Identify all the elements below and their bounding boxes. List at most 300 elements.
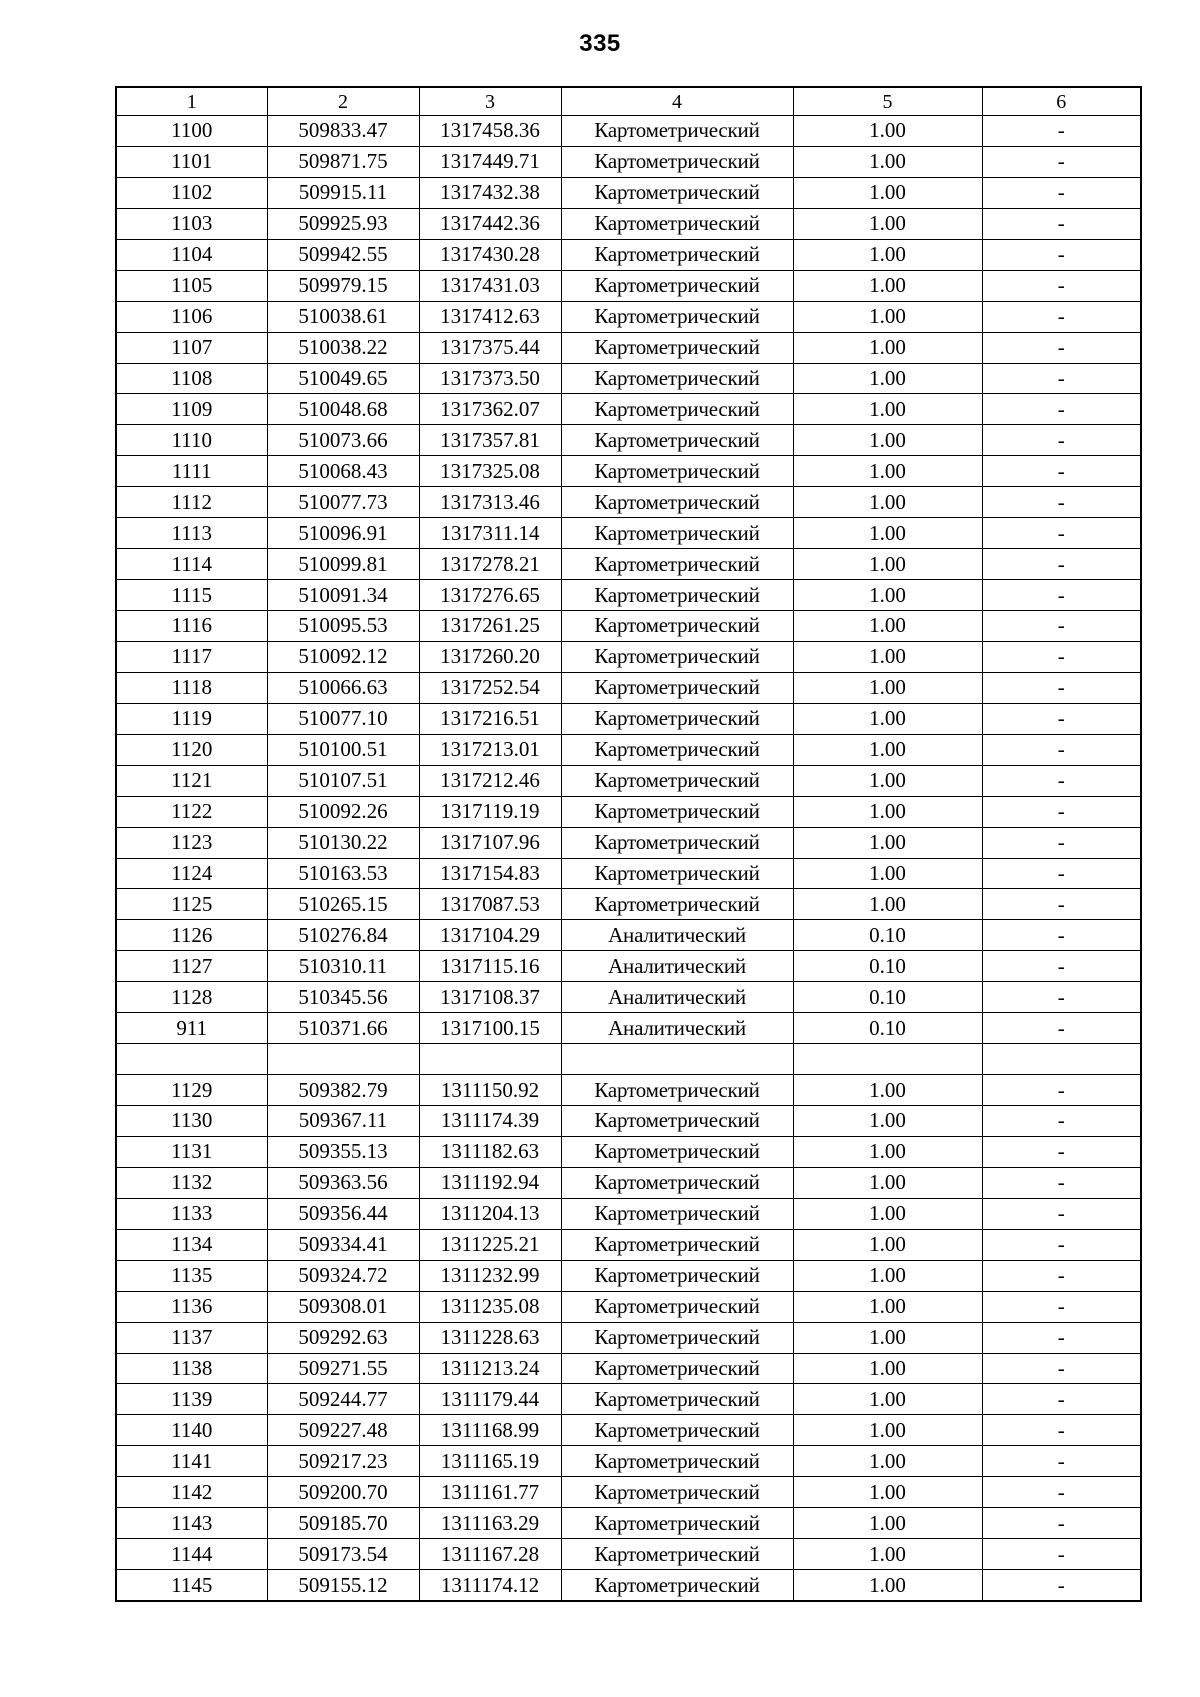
x-coordinate-cell: 510095.53 [267, 611, 419, 642]
point-number-cell: 1122 [116, 796, 267, 827]
point-number-cell: 1104 [116, 239, 267, 270]
note-cell: - [982, 1539, 1141, 1570]
accuracy-cell: 1.00 [793, 765, 982, 796]
point-number-cell: 911 [116, 1013, 267, 1044]
accuracy-cell: 1.00 [793, 549, 982, 580]
note-cell: - [982, 1167, 1141, 1198]
note-cell: - [982, 1106, 1141, 1137]
x-coordinate-cell: 509173.54 [267, 1539, 419, 1570]
note-cell: - [982, 1013, 1141, 1044]
x-coordinate-cell: 510345.56 [267, 982, 419, 1013]
column-header: 6 [982, 87, 1141, 116]
point-number-cell: 1113 [116, 518, 267, 549]
accuracy-cell: 1.00 [793, 796, 982, 827]
page-number: 335 [579, 30, 621, 57]
table-row [116, 1570, 1141, 1601]
note-cell: - [982, 1446, 1141, 1477]
method-cell: Аналитический [561, 920, 793, 951]
note-cell: - [982, 116, 1141, 147]
point-number-cell: 1141 [116, 1446, 267, 1477]
y-coordinate-cell: 1317375.44 [419, 332, 561, 363]
accuracy-cell: 1.00 [793, 1477, 982, 1508]
table-row [116, 487, 1141, 518]
x-coordinate-cell: 510092.12 [267, 641, 419, 672]
note-cell: - [982, 1477, 1141, 1508]
note-cell: - [982, 920, 1141, 951]
point-number-cell: 1140 [116, 1415, 267, 1446]
method-cell: Картометрический [561, 1508, 793, 1539]
point-number-cell: 1143 [116, 1508, 267, 1539]
table-row [116, 703, 1141, 734]
y-coordinate-cell: 1311192.94 [419, 1167, 561, 1198]
note-cell: - [982, 1322, 1141, 1353]
note-cell: - [982, 1260, 1141, 1291]
accuracy-cell: 1.00 [793, 672, 982, 703]
y-coordinate-cell: 1311161.77 [419, 1477, 561, 1508]
table-row [116, 1415, 1141, 1446]
accuracy-cell: 1.00 [793, 332, 982, 363]
accuracy-cell: 1.00 [793, 270, 982, 301]
method-cell: Картометрический [561, 1539, 793, 1570]
point-number-cell: 1114 [116, 549, 267, 580]
x-coordinate-cell: 510049.65 [267, 363, 419, 394]
note-cell: - [982, 1198, 1141, 1229]
x-coordinate-cell: 510310.11 [267, 951, 419, 982]
note-cell: - [982, 982, 1141, 1013]
x-coordinate-cell: 510068.43 [267, 456, 419, 487]
note-cell: - [982, 177, 1141, 208]
y-coordinate-cell: 1317412.63 [419, 301, 561, 332]
method-cell: Картометрический [561, 734, 793, 765]
y-coordinate-cell: 1317311.14 [419, 518, 561, 549]
y-coordinate-cell: 1317432.38 [419, 177, 561, 208]
accuracy-cell: 1.00 [793, 641, 982, 672]
note-cell: - [982, 487, 1141, 518]
note-cell: - [982, 580, 1141, 611]
point-number-cell: 1133 [116, 1198, 267, 1229]
x-coordinate-cell: 510077.10 [267, 703, 419, 734]
note-cell: - [982, 1075, 1141, 1106]
x-coordinate-cell: 509217.23 [267, 1446, 419, 1477]
y-coordinate-cell: 1317100.15 [419, 1013, 561, 1044]
x-coordinate-cell: 510077.73 [267, 487, 419, 518]
y-coordinate-cell: 1311163.29 [419, 1508, 561, 1539]
method-cell: Картометрический [561, 332, 793, 363]
point-number-cell: 1145 [116, 1570, 267, 1601]
note-cell: - [982, 703, 1141, 734]
coordinates-table-container [115, 86, 1140, 1602]
table-row [116, 734, 1141, 765]
coordinates-table [115, 86, 1142, 1602]
accuracy-cell: 1.00 [793, 734, 982, 765]
table-row [116, 332, 1141, 363]
accuracy-cell: 1.00 [793, 703, 982, 734]
y-coordinate-cell: 1311150.92 [419, 1075, 561, 1106]
note-cell: - [982, 1508, 1141, 1539]
x-coordinate-cell: 509334.41 [267, 1229, 419, 1260]
point-number-cell: 1111 [116, 456, 267, 487]
table-row [116, 611, 1141, 642]
table-row [116, 1044, 1141, 1075]
point-number-cell: 1106 [116, 301, 267, 332]
point-number-cell: 1124 [116, 858, 267, 889]
note-cell: - [982, 301, 1141, 332]
point-number-cell: 1142 [116, 1477, 267, 1508]
method-cell [561, 1044, 793, 1075]
accuracy-cell: 1.00 [793, 301, 982, 332]
x-coordinate-cell: 510100.51 [267, 734, 419, 765]
y-coordinate-cell: 1311167.28 [419, 1539, 561, 1570]
table-row [116, 208, 1141, 239]
column-header: 1 [116, 87, 267, 116]
method-cell: Аналитический [561, 1013, 793, 1044]
y-coordinate-cell: 1311182.63 [419, 1136, 561, 1167]
method-cell: Аналитический [561, 951, 793, 982]
table-row [116, 1260, 1141, 1291]
table-row [116, 1167, 1141, 1198]
note-cell: - [982, 425, 1141, 456]
method-cell: Картометрический [561, 1446, 793, 1477]
note-cell: - [982, 858, 1141, 889]
point-number-cell: 1120 [116, 734, 267, 765]
method-cell: Картометрический [561, 394, 793, 425]
x-coordinate-cell [267, 1044, 419, 1075]
accuracy-cell: 1.00 [793, 1384, 982, 1415]
method-cell: Картометрический [561, 1106, 793, 1137]
method-cell: Картометрический [561, 796, 793, 827]
method-cell: Картометрический [561, 1353, 793, 1384]
method-cell: Картометрический [561, 765, 793, 796]
accuracy-cell: 1.00 [793, 146, 982, 177]
method-cell: Картометрический [561, 270, 793, 301]
y-coordinate-cell: 1311168.99 [419, 1415, 561, 1446]
table-row [116, 765, 1141, 796]
note-cell: - [982, 208, 1141, 239]
method-cell: Картометрический [561, 1075, 793, 1106]
y-coordinate-cell [419, 1044, 561, 1075]
method-cell: Картометрический [561, 703, 793, 734]
point-number-cell: 1138 [116, 1353, 267, 1384]
table-row [116, 1384, 1141, 1415]
accuracy-cell: 1.00 [793, 1539, 982, 1570]
x-coordinate-cell: 509925.93 [267, 208, 419, 239]
method-cell: Картометрический [561, 641, 793, 672]
accuracy-cell: 1.00 [793, 487, 982, 518]
column-header: 4 [561, 87, 793, 116]
x-coordinate-cell: 509367.11 [267, 1106, 419, 1137]
table-row [116, 920, 1141, 951]
accuracy-cell: 0.10 [793, 920, 982, 951]
method-cell: Картометрический [561, 611, 793, 642]
table-row [116, 1106, 1141, 1137]
accuracy-cell: 1.00 [793, 239, 982, 270]
x-coordinate-cell: 509227.48 [267, 1415, 419, 1446]
accuracy-cell: 1.00 [793, 1570, 982, 1601]
accuracy-cell: 1.00 [793, 1446, 982, 1477]
note-cell: - [982, 394, 1141, 425]
y-coordinate-cell: 1317313.46 [419, 487, 561, 518]
column-header: 3 [419, 87, 561, 116]
note-cell: - [982, 641, 1141, 672]
accuracy-cell: 1.00 [793, 1508, 982, 1539]
accuracy-cell: 1.00 [793, 116, 982, 147]
table-header-row [116, 87, 1141, 116]
method-cell: Картометрический [561, 580, 793, 611]
note-cell: - [982, 889, 1141, 920]
accuracy-cell: 1.00 [793, 208, 982, 239]
note-cell: - [982, 1384, 1141, 1415]
point-number-cell: 1137 [116, 1322, 267, 1353]
accuracy-cell: 1.00 [793, 394, 982, 425]
point-number-cell: 1117 [116, 641, 267, 672]
method-cell: Картометрический [561, 487, 793, 518]
x-coordinate-cell: 509292.63 [267, 1322, 419, 1353]
table-row [116, 456, 1141, 487]
method-cell: Аналитический [561, 982, 793, 1013]
y-coordinate-cell: 1317252.54 [419, 672, 561, 703]
y-coordinate-cell: 1317108.37 [419, 982, 561, 1013]
point-number-cell: 1130 [116, 1106, 267, 1137]
x-coordinate-cell: 509979.15 [267, 270, 419, 301]
accuracy-cell: 1.00 [793, 580, 982, 611]
accuracy-cell: 1.00 [793, 1322, 982, 1353]
table-row [116, 1136, 1141, 1167]
x-coordinate-cell: 510371.66 [267, 1013, 419, 1044]
point-number-cell: 1128 [116, 982, 267, 1013]
y-coordinate-cell: 1317362.07 [419, 394, 561, 425]
y-coordinate-cell: 1311174.39 [419, 1106, 561, 1137]
y-coordinate-cell: 1317325.08 [419, 456, 561, 487]
method-cell: Картометрический [561, 858, 793, 889]
y-coordinate-cell: 1317278.21 [419, 549, 561, 580]
x-coordinate-cell: 510163.53 [267, 858, 419, 889]
accuracy-cell: 0.10 [793, 982, 982, 1013]
method-cell: Картометрический [561, 239, 793, 270]
note-cell: - [982, 518, 1141, 549]
table-row [116, 827, 1141, 858]
method-cell: Картометрический [561, 1229, 793, 1260]
method-cell: Картометрический [561, 116, 793, 147]
point-number-cell: 1109 [116, 394, 267, 425]
table-row [116, 394, 1141, 425]
table-row [116, 549, 1141, 580]
x-coordinate-cell: 509833.47 [267, 116, 419, 147]
y-coordinate-cell: 1317442.36 [419, 208, 561, 239]
accuracy-cell: 1.00 [793, 611, 982, 642]
x-coordinate-cell: 510276.84 [267, 920, 419, 951]
note-cell: - [982, 951, 1141, 982]
point-number-cell: 1129 [116, 1075, 267, 1106]
accuracy-cell: 1.00 [793, 363, 982, 394]
method-cell: Картометрический [561, 425, 793, 456]
table-row [116, 796, 1141, 827]
y-coordinate-cell: 1311204.13 [419, 1198, 561, 1229]
table-row [116, 951, 1141, 982]
point-number-cell: 1100 [116, 116, 267, 147]
x-coordinate-cell: 509356.44 [267, 1198, 419, 1229]
table-row [116, 1322, 1141, 1353]
point-number-cell: 1116 [116, 611, 267, 642]
accuracy-cell: 1.00 [793, 456, 982, 487]
note-cell: - [982, 765, 1141, 796]
x-coordinate-cell: 510265.15 [267, 889, 419, 920]
x-coordinate-cell: 509155.12 [267, 1570, 419, 1601]
method-cell: Картометрический [561, 1570, 793, 1601]
x-coordinate-cell: 510038.61 [267, 301, 419, 332]
table-row [116, 641, 1141, 672]
y-coordinate-cell: 1311179.44 [419, 1384, 561, 1415]
note-cell: - [982, 270, 1141, 301]
accuracy-cell: 1.00 [793, 1106, 982, 1137]
x-coordinate-cell: 509271.55 [267, 1353, 419, 1384]
y-coordinate-cell: 1317115.16 [419, 951, 561, 982]
table-row [116, 363, 1141, 394]
accuracy-cell: 1.00 [793, 518, 982, 549]
point-number-cell: 1110 [116, 425, 267, 456]
point-number-cell: 1105 [116, 270, 267, 301]
y-coordinate-cell: 1317154.83 [419, 858, 561, 889]
y-coordinate-cell: 1311225.21 [419, 1229, 561, 1260]
accuracy-cell: 1.00 [793, 425, 982, 456]
point-number-cell: 1115 [116, 580, 267, 611]
y-coordinate-cell: 1317087.53 [419, 889, 561, 920]
method-cell: Картометрический [561, 1260, 793, 1291]
column-header: 5 [793, 87, 982, 116]
x-coordinate-cell: 509324.72 [267, 1260, 419, 1291]
x-coordinate-cell: 510107.51 [267, 765, 419, 796]
accuracy-cell: 0.10 [793, 951, 982, 982]
note-cell: - [982, 1291, 1141, 1322]
method-cell: Картометрический [561, 1477, 793, 1508]
note-cell [982, 1044, 1141, 1075]
y-coordinate-cell: 1317261.25 [419, 611, 561, 642]
method-cell: Картометрический [561, 1136, 793, 1167]
y-coordinate-cell: 1317430.28 [419, 239, 561, 270]
note-cell: - [982, 1136, 1141, 1167]
note-cell: - [982, 796, 1141, 827]
point-number-cell: 1101 [116, 146, 267, 177]
x-coordinate-cell: 509363.56 [267, 1167, 419, 1198]
accuracy-cell: 1.00 [793, 1291, 982, 1322]
y-coordinate-cell: 1317458.36 [419, 116, 561, 147]
y-coordinate-cell: 1317276.65 [419, 580, 561, 611]
accuracy-cell: 1.00 [793, 827, 982, 858]
table-row [116, 239, 1141, 270]
point-number-cell: 1131 [116, 1136, 267, 1167]
accuracy-cell: 1.00 [793, 177, 982, 208]
method-cell: Картометрический [561, 549, 793, 580]
point-number-cell: 1121 [116, 765, 267, 796]
table-row [116, 858, 1141, 889]
note-cell: - [982, 672, 1141, 703]
point-number-cell: 1135 [116, 1260, 267, 1291]
point-number-cell: 1119 [116, 703, 267, 734]
note-cell: - [982, 611, 1141, 642]
accuracy-cell: 1.00 [793, 1075, 982, 1106]
y-coordinate-cell: 1311174.12 [419, 1570, 561, 1601]
note-cell: - [982, 363, 1141, 394]
table-row [116, 1539, 1141, 1570]
accuracy-cell: 1.00 [793, 1136, 982, 1167]
point-number-cell [116, 1044, 267, 1075]
point-number-cell: 1134 [116, 1229, 267, 1260]
table-row [116, 116, 1141, 147]
y-coordinate-cell: 1317107.96 [419, 827, 561, 858]
table-body [116, 116, 1141, 1602]
point-number-cell: 1126 [116, 920, 267, 951]
note-cell: - [982, 1570, 1141, 1601]
method-cell: Картометрический [561, 177, 793, 208]
point-number-cell: 1103 [116, 208, 267, 239]
x-coordinate-cell: 510096.91 [267, 518, 419, 549]
accuracy-cell: 1.00 [793, 1353, 982, 1384]
method-cell: Картометрический [561, 363, 793, 394]
y-coordinate-cell: 1317431.03 [419, 270, 561, 301]
table-row [116, 301, 1141, 332]
note-cell: - [982, 549, 1141, 580]
table-row [116, 177, 1141, 208]
y-coordinate-cell: 1317212.46 [419, 765, 561, 796]
table-row [116, 1075, 1141, 1106]
point-number-cell: 1136 [116, 1291, 267, 1322]
x-coordinate-cell: 509185.70 [267, 1508, 419, 1539]
point-number-cell: 1127 [116, 951, 267, 982]
table-row [116, 146, 1141, 177]
y-coordinate-cell: 1317357.81 [419, 425, 561, 456]
accuracy-cell: 1.00 [793, 889, 982, 920]
y-coordinate-cell: 1311213.24 [419, 1353, 561, 1384]
y-coordinate-cell: 1317104.29 [419, 920, 561, 951]
x-coordinate-cell: 509915.11 [267, 177, 419, 208]
y-coordinate-cell: 1317260.20 [419, 641, 561, 672]
table-row [116, 1353, 1141, 1384]
table-row [116, 1198, 1141, 1229]
x-coordinate-cell: 509200.70 [267, 1477, 419, 1508]
point-number-cell: 1107 [116, 332, 267, 363]
accuracy-cell: 1.00 [793, 858, 982, 889]
point-number-cell: 1139 [116, 1384, 267, 1415]
point-number-cell: 1144 [116, 1539, 267, 1570]
method-cell: Картометрический [561, 1415, 793, 1446]
x-coordinate-cell: 510048.68 [267, 394, 419, 425]
method-cell: Картометрический [561, 1384, 793, 1415]
x-coordinate-cell: 510099.81 [267, 549, 419, 580]
table-row [116, 1508, 1141, 1539]
accuracy-cell: 1.00 [793, 1167, 982, 1198]
note-cell: - [982, 146, 1141, 177]
x-coordinate-cell: 509871.75 [267, 146, 419, 177]
x-coordinate-cell: 510073.66 [267, 425, 419, 456]
note-cell: - [982, 1229, 1141, 1260]
y-coordinate-cell: 1311235.08 [419, 1291, 561, 1322]
table-row [116, 518, 1141, 549]
point-number-cell: 1112 [116, 487, 267, 518]
point-number-cell: 1125 [116, 889, 267, 920]
method-cell: Картометрический [561, 889, 793, 920]
y-coordinate-cell: 1311165.19 [419, 1446, 561, 1477]
table-row [116, 1229, 1141, 1260]
note-cell: - [982, 827, 1141, 858]
point-number-cell: 1132 [116, 1167, 267, 1198]
x-coordinate-cell: 510091.34 [267, 580, 419, 611]
method-cell: Картометрический [561, 518, 793, 549]
y-coordinate-cell: 1317373.50 [419, 363, 561, 394]
x-coordinate-cell: 509382.79 [267, 1075, 419, 1106]
table-row [116, 889, 1141, 920]
table-row [116, 1013, 1141, 1044]
method-cell: Картометрический [561, 208, 793, 239]
method-cell: Картометрический [561, 301, 793, 332]
